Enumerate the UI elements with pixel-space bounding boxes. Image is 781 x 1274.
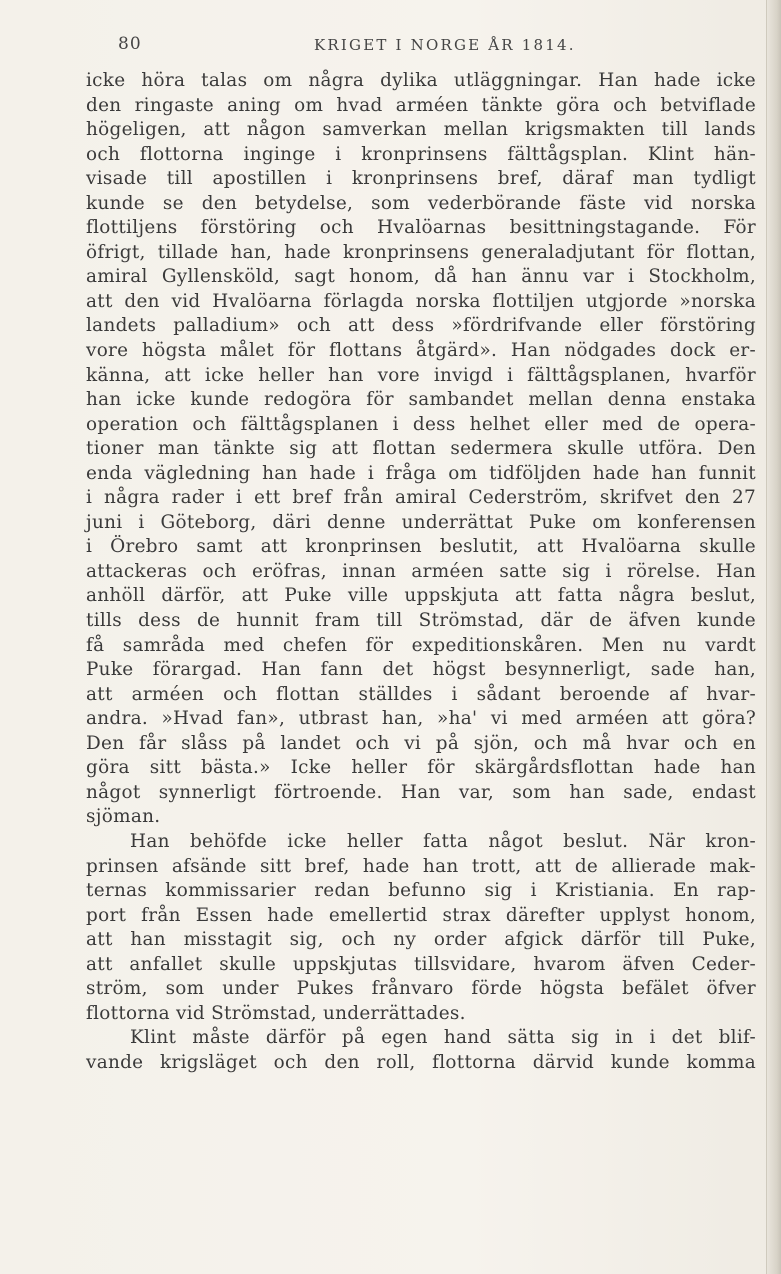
text-line: ström, som under Pukes frånvaro förde högsta befälet öfver xyxy=(86,978,756,1000)
page-number: 80 xyxy=(118,34,142,54)
text-line: andra. »Hvad fan», utbrast han, »ha' vi med arméen att göra? xyxy=(86,708,756,730)
text-line: öfrigt, tillade han, hade kronprinsens generaladjutant för flottan, xyxy=(86,241,756,263)
text-line: flottorna vid Strömstad, underrättades. xyxy=(86,1002,466,1024)
text-line: icke höra talas om några dylika utläggningar. Han hade icke xyxy=(86,70,756,91)
text-line: i Örebro samt att kronprinsen beslutit, att Hvalöarna skulle xyxy=(86,536,756,558)
text-line: attackeras och eröfras, innan arméen satte sig i rörelse. Han xyxy=(86,560,756,582)
text-line: sjöman. xyxy=(86,806,161,828)
text-line: att han misstagit sig, och ny order afgick därför till Puke, xyxy=(86,929,756,951)
body-text xyxy=(86,69,756,1075)
text-line: ternas kommissarier redan befunno sig i Kristiania. En rap- xyxy=(86,880,756,902)
text-line: kunde se den betydelse, som vederbörande fäste vid norska xyxy=(86,192,756,214)
text-line: landets palladium» och att dess »fördrifvande eller förstöring xyxy=(86,315,756,337)
text-line: amiral Gyllensköld, sagt honom, då han ännu var i Stockholm, xyxy=(86,266,756,288)
text-line: enda vägledning han hade i fråga om tidföljden hade han funnit xyxy=(86,462,756,484)
text-line: port från Essen hade emellertid strax därefter upplyst honom, xyxy=(86,904,756,926)
text-line: han icke kunde redogöra för sambandet mellan denna enstaka xyxy=(86,389,756,411)
text-line: tioner man tänkte sig att flottan sedermera skulle utföra. Den xyxy=(86,438,756,460)
text-line: att anfallet skulle uppskjutas tillsvidare, hvarom äfven Ceder- xyxy=(86,953,756,975)
text-line: att arméen och flottan ställdes i sådant beroende af hvar- xyxy=(86,683,756,705)
page-edge xyxy=(766,0,781,1274)
text-line: den ringaste aning om hvad arméen tänkte göra och betviflade xyxy=(86,94,756,116)
text-line: i några rader i ett bref från amiral Cederström, skrifvet den 27 xyxy=(86,487,756,509)
text-line: få samråda med chefen för expeditionskåren. Men nu vardt xyxy=(86,634,756,656)
text-line: något synnerligt förtroende. Han var, som han sade, endast xyxy=(86,781,756,803)
text-line: Han behöfde icke heller fatta något beslut. När kron- xyxy=(130,830,756,852)
text-line: prinsen afsände sitt bref, hade han trott, att de allierade mak- xyxy=(86,855,756,877)
text-line: tills dess de hunnit fram till Strömstad, där de äfven kunde xyxy=(86,610,756,632)
text-line: Klint måste därför på egen hand sätta sig in i det blif- xyxy=(130,1027,756,1049)
text-line: Den får slåss på landet och vi på sjön, och må hvar och en xyxy=(86,732,756,754)
text-line: att den vid Hvalöarna förlagda norska flottiljen utgjorde »norska xyxy=(86,290,756,312)
text-line: göra sitt bästa.» Icke heller för skärgårdsflottan hade han xyxy=(86,757,756,779)
text-line: känna, att icke heller han vore invigd i fälttågsplanen, hvarför xyxy=(86,364,756,386)
text-line: anhöll därför, att Puke ville uppskjuta att fatta några beslut, xyxy=(86,585,756,607)
text-line: vande krigsläget och den roll, flottorna därvid kunde komma xyxy=(86,1051,756,1073)
text-line: operation och fälttågsplanen i dess helhet eller med de opera- xyxy=(86,413,756,435)
text-line: juni i Göteborg, däri denne underrättat Puke om konferensen xyxy=(86,511,756,533)
page-header xyxy=(0,34,781,58)
text-line: och flottorna inginge i kronprinsens fälttågsplan. Klint hän- xyxy=(86,143,756,165)
text-line: vore högsta målet för flottans åtgärd». Han nödgades dock er- xyxy=(86,340,756,362)
text-line: Puke förargad. Han fann det högst besynnerligt, sade han, xyxy=(86,659,756,681)
text-line: högeligen, att någon samverkan mellan krigsmakten till lands xyxy=(86,119,756,141)
text-line: visade till apostillen i kronprinsens bref, däraf man tydligt xyxy=(86,168,756,190)
text-line: flottiljens förstöring och Hvalöarnas besittningstagande. För xyxy=(86,217,756,239)
running-head: KRIGET I NORGE ÅR 1814. xyxy=(314,36,576,54)
